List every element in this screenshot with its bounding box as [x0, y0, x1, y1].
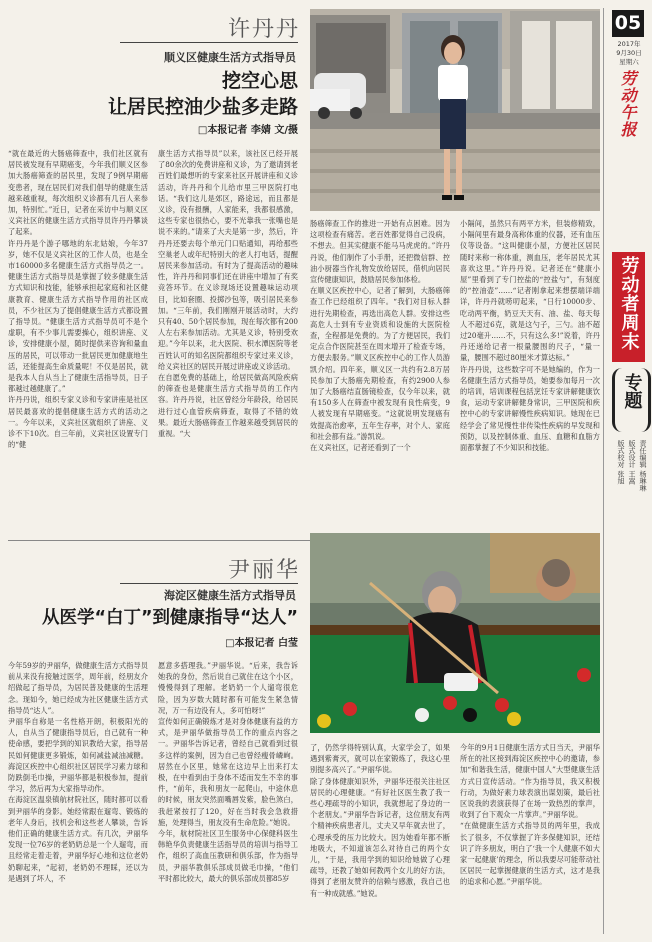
article2-column-1: 今年59岁的尹丽华，做健康生活方式指导员前从来没有接触过医学，周年前，经朋友介绍做起了指导员，为居民普及健康的生活理念。现如今，她已经成为社区健康生活方式指导员“达人”。 尹丽华自称是一名性格开朗，积极阳光的人，自从当了健康指导员后，自己就有一种使命感，要把学到的知识教给大家，指导居民如何健康更多锻炼，如何减盐减油减糖。海淀区疾控中心组织社区居民学习素力球和防跌倒毛巾操，尹丽华都是积极参加，提前学习，然后再为大家指导动作。 在海淀区温泉镇航材院社区，随时都可以看到尹丽华的身影。她经常跟在遛弯、锻炼的老年人身后，找机会和这些老人攀谈，告诉他们正确的健康生活方式。有几次，尹丽华发现一位76岁的老奶奶总是一个人遛弯，而且经常走着走着，尹丽华好心地和这位老奶奶聊起来，“起初，老奶奶不理睬，还以为是遇到了坏人，不	[8, 661, 148, 883]
article1-column-4: 小隔间，虽然只有两平方米，但装修精致，小隔间里有最身高称体重的仪器，还有血压仪等设备。“这叫健康小屋，方便社区居民随时来称一称体重，测血压，老年居民尤其喜欢这里。”许丹丹说。记者还在“健康小屋”里看到了专门控盐的“控盐勺”，有刻度的“控油壶”……“记者刚拿起来想摆端详端详，许丹丹就唠叨起来，“日行10000步、吃动两平衡，奶豆天天有、油、盐、每天每人不超过6克，就是这勺子，三勺。油不超过20毫升……不，只有这么多!”说着，许丹丹还递给记者一根量腰围的尺子，“量一量，腰围不超过80厘米才算达标。” 许丹丹说，这些数字可不是她编的，作为一名健康生活方式指导员，她要参加每月一次的培训，培训课程包括烹饪专家讲解健康饮食，运动专家讲解健身常识，三甲医院和疾控中心的专家讲解慢性疾病知识。她现在已经学会了常见慢性非传染性疾病的早发现和预防，以及控制体重、血压、血糖和血脂方面都掌握了不少知识和技能。	[460, 219, 600, 453]
article2-column-3: 了，仍然学得特别认真，大家学会了，如果遇到紫膏灭，就可以在家锻炼了，我这心里别提多高兴了。”尹丽华说。 除了身体健康知识外，尹丽华还很关注社区居民的心理健康。“有好社区医生教了我一些心理疏导的小知识，我就想起了身边的一个老朋友。”尹丽华告诉记者，这位朋友有两个精神疾病患者儿，丈夫又早年就去世了，心理承受的压力比较大。因为她看年都不断地吸大，不知道该怎么对待自己的两个女儿，“于是，我用学到的知识给她做了心理疏导，还教了她如何教两个女儿的好方法，得到了老朋友赞许的信赖与感激，我自己也有一种成就感。”她说。	[310, 743, 450, 898]
credit-line: 版式校对 张旭	[617, 440, 625, 485]
photo-illustration	[310, 533, 600, 733]
article1-column-2: 康生活方式指导员”以来，该社区已经开展了80余次的免费讲座和义诊，为了邀请到老百姓们最想听的专家来社区开展讲座和义诊活动，许丹丹和个儿给市里三甲医院打电话。“我们这儿是郊区，路途远，而且都是义诊，没有报酬，人家能来，我都很感激，这些专家也很热心，要不光靠我一张嘴也是说不来的。”请来了大夫是第一步，然后，许丹丹还要去每个单元门口贴通知，再给那些空巢老人或年纪特别大的老人打电话，提醒居民来参加活动。有时为了提高活动的趣味性，许丹丹和同事们还在讲座中增加了有奖竞答环节。在义诊现场还设置趣味运动项目，比如套圈、投掷沙包等，吸引居民来参加。“三年前，我们刚刚开展活动时，大约只有40、50个居民参加，现在每次都有200人左右来参加活动。尤其是义诊，特别受欢迎。”今年以来，北大医院、积水潭医院等老百姓认可的知名医院都组织专家过来义诊，给义宾社区的居民开展过讲座或义诊活动。 在自愿免费的基础上，给居民做高风险疾病的筛查也是健康生活方式指导员的工作内容。许丹丹说，社区曾经分年龄段，给居民进行过心血管疾病筛查，取得了不错的效果。最近大肠癌筛查工作越来越受到居民的重视。“大	[158, 149, 298, 439]
headline-line1: 挖空心思	[221, 70, 298, 92]
column-name: 劳动者周末	[618, 256, 640, 351]
headline: 从医学“白丁”到健康指导“达人”	[41, 608, 298, 628]
article1-column-3: 肠癌筛查工作的推进一开始有点困难。因为这项检查有痛苦。老百姓都觉得自己没病，不想去。但其实健康不能马马虎虎的。”许丹丹说，他们制作了小手册，还把微信群、控油小厨器当作礼物发放给居民，借机向居民宣传健康知识，鼓励居民参加体检。 在顺义区疾控中心，记者了解到，大肠癌筛查工作已经组织了四年。“我们对目标人群进行先期检查，再选出高危人群。安排这些高危人士到有专业资质和设施的大医院检查，全程都是免费的。为了方便居民，我们定点合作医院甚至在周末增开了检查专场，方便去服务。”顺义区疾控中心的工作人员游凯介绍。四年来，顺义区一共约有2.8万居民参加了大肠癌先期检查，有约2900人参加了大肠癌结直肠镜检查，仅今年以来，就有150多人在筛查中被发现有良性病变，9人被发现有早期癌变。“这就说明发现癌有效提高治愈率，五年生存率，对个人、家庭和社会都有益。”游凯说。 在义宾社区，记者还看到了一个	[310, 219, 450, 453]
article1-column-1: “就在最近的大肠癌筛查中，我们社区就有居民被发现有早期癌变，今年我们顺义区参加大肠癌筛查的居民里，发现了9例早期癌变患者，现在居民们对我们倡导的健康生活越来越重视，每次组织义诊都有几百人来参加，特别忙。”近日，记者在采访中与顺义区义宾社区的健康生活方式指导员许丹丹攀谈了起来。 许丹丹是个游子哪地的东北姑娘，今年37岁，她不仅是义宾社区的工作人员，也是全市160000多名健康生活方式指导员之一。健康生活方式指导员是掌握了较多健康生活方式知识和技能，能够承担起家庭和社区健康教育、健康生活方式指导作用的社区成员，不少社区为了提倡健康生活方式都设置了指导员。“健康生活方式指导员可不是个虚职，有不少事儿需要操心，组织讲座、义诊，安排健康小屋，随时提供来咨询和量血压的居民，可以带动一批居民更加健康地生活，还能提高生命质量呢！不仅是居民，就是我本人自从当上了健康生活指导员，日子都越过越健康了。” 许丹丹说，组织专家义诊和专家讲座是社区居民最喜欢的提倡健康生活方式的活动之一。今年以来，义宾社区就组织了讲座、义诊不下10次。自三年前，义宾社区设置专门的“健	[8, 149, 148, 450]
article2-column-4: 今年的9月1日健康生活方式日当天，尹丽华所在的社区接到海淀区疾控中心的邀请，参加“和谐我生活，健康中国人”大型健康生活方式日宣传活动。“作为指导员，我又积极行动，为做好素力球表演出谋划策，最后社区说我的表演获得了在场一致热烈的掌声，收到了台下观众一片掌声。”尹丽华说。 “在做健康生活方式指导员的两年里，我成长了很多，不仅掌握了许多保健知识，还结识了许多朋友，明白了‘我一个人健康不如大家一起健康’的理念，所以我要尽可能带动社区居民一起掌握健康的生活方式，这才是我的追求和心愿。”尹丽华说。	[460, 743, 600, 887]
editor-credits	[612, 440, 648, 530]
article2-column-2: 愿意多搭理我。”尹丽华说。“后来，我告诉她我的身份，然后说自己就住在这个小区，慢慢得到了理解。老奶奶一个人遛弯很危险，因为岁数大随时都有可能发生紧急情况，万一有边没有人，多可怕呀!” 宣传如何正确锻炼才是对身体健康有益的方式，是尹丽华做指导员工作的重点内容之一。尹丽华告诉记者，曾经自己就看到过很多这样的案例，因为自己也曾经瘦骨嶙峋。居然在小区里，她常在这边早上出来打太极，在中看到由于身体不适而发生不幸的事件，“前年，我和朋友一起爬山，中途休息的时候，朋友突然面嘴唇发紫，脸色煞白，我赶紧按打了120，好在当时我会急救措施，处理得当，朋友没有生命危险。”她说。 今年，航材院社区卫生服务中心保健科医生韩艳华负责健康生活指导员的培训与指导工作，组织了高血压教研和俱乐部，作为指导员，尹丽华教俱乐部成员做毛巾操，“他们平时都比较大，最大的俱乐部成员都85岁	[158, 661, 298, 883]
person-name: 许丹丹	[227, 17, 300, 42]
photo-illustration	[310, 9, 600, 211]
credit-line: 版式设计 王嵩	[628, 440, 636, 485]
headline-line2: 让居民控油少盐多走路	[107, 96, 298, 118]
page-number-box	[612, 10, 644, 37]
page-number: 05	[614, 12, 642, 34]
paper-logo: 劳动午报	[618, 70, 637, 138]
person-role: 海淀区健康生活方式指导员	[164, 589, 296, 602]
issue-date: 2017年 9月30日 星期六	[616, 40, 642, 66]
photo-billiards-player	[310, 533, 600, 733]
byline: □本报记者 李婧 文/摄	[197, 125, 298, 136]
sidebar-divider	[603, 8, 604, 934]
name-rule	[120, 583, 298, 584]
byline: □本报记者 白莹	[225, 638, 298, 649]
section-label: 专题	[612, 368, 651, 432]
person-role: 顺义区健康生活方式指导员	[164, 51, 296, 64]
credit-line: 责任编辑 杨琳琳	[639, 440, 647, 492]
photo-health-guide-standing	[310, 9, 600, 211]
name-rule	[120, 42, 298, 43]
person-name: 尹丽华	[227, 558, 300, 583]
column-name-banner	[612, 252, 645, 362]
